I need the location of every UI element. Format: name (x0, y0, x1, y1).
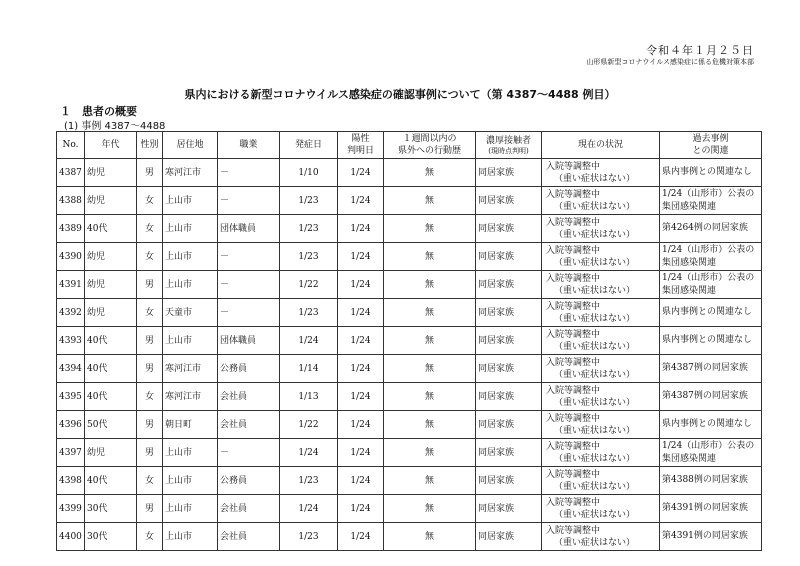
cell-prev-relation: 県内事例との関連なし (660, 299, 762, 327)
issuing-organization: 山形県新型コロナウイルス感染症に係る危機対策本部 (586, 58, 754, 66)
cell-job: 公務員 (218, 467, 280, 495)
cell-age: 幼児 (85, 271, 137, 299)
cell-no: 4389 (57, 215, 85, 243)
cell-age: 40代 (85, 327, 137, 355)
status-line2: （重い症状はない） (554, 341, 636, 352)
cell-onset: 1/22 (280, 411, 338, 439)
status-line1: 入院等調整中 (546, 469, 601, 480)
cell-onset: 1/22 (280, 271, 338, 299)
status-line2: （重い症状はない） (554, 397, 636, 408)
col-header-prev-line2: との関連 (692, 146, 729, 156)
cell-travel: 無 (384, 411, 476, 439)
cell-positive-date: 1/24 (338, 467, 384, 495)
cell-age: 40代 (85, 355, 137, 383)
cell-sex: 女 (137, 523, 163, 551)
col-header-travel (384, 132, 476, 159)
col-header-contact (476, 132, 542, 159)
table-row (57, 411, 762, 439)
section-heading: １ 患者の概要 (60, 105, 137, 118)
status-line1: 入院等調整中 (546, 217, 601, 228)
cell-prev-relation: 第4388例の同居家族 (660, 467, 762, 495)
cell-positive-date: 1/24 (338, 271, 384, 299)
cell-residence: 天童市 (163, 299, 218, 327)
cell-age: 30代 (85, 495, 137, 523)
cell-age: 30代 (85, 523, 137, 551)
col-header-no: No. (57, 132, 85, 159)
cell-age: 幼児 (85, 159, 137, 187)
cell-onset: 1/24 (280, 327, 338, 355)
cell-sex: 女 (137, 215, 163, 243)
cell-onset: 1/24 (280, 439, 338, 467)
cell-no: 4395 (57, 383, 85, 411)
cell-travel: 無 (384, 355, 476, 383)
cell-prev-relation: 第4387例の同居家族 (660, 355, 762, 383)
cell-onset: 1/14 (280, 355, 338, 383)
cell-positive-date: 1/24 (338, 215, 384, 243)
cell-residence: 寒河江市 (163, 355, 218, 383)
status-line2: （重い症状はない） (554, 369, 636, 380)
cell-age: 幼児 (85, 439, 137, 467)
col-header-status: 現在の状況 (542, 132, 660, 159)
status-line2: （重い症状はない） (554, 201, 636, 212)
cell-prev-relation: 1/24（山形市）公表の集団感染関連 (660, 271, 762, 299)
table-row (57, 215, 762, 243)
status-line2: （重い症状はない） (554, 481, 636, 492)
cell-positive-date: 1/24 (338, 243, 384, 271)
cell-status (542, 411, 660, 439)
cell-sex: 男 (137, 271, 163, 299)
cell-residence: 上山市 (163, 467, 218, 495)
table-row (57, 467, 762, 495)
cell-onset: 1/24 (280, 495, 338, 523)
status-line1: 入院等調整中 (546, 273, 601, 284)
cell-contact: 同居家族 (476, 187, 542, 215)
cell-no: 4392 (57, 299, 85, 327)
col-header-travel-line1: １週間以内の (402, 134, 457, 144)
cell-job: 団体職員 (218, 215, 280, 243)
cell-residence: 上山市 (163, 271, 218, 299)
cell-travel: 無 (384, 439, 476, 467)
status-line2: （重い症状はない） (554, 285, 636, 296)
status-line2: （重い症状はない） (554, 313, 636, 324)
table-row (57, 327, 762, 355)
cell-onset: 1/23 (280, 299, 338, 327)
cell-age: 40代 (85, 467, 137, 495)
table-header-row (57, 132, 762, 159)
cell-job: － (218, 159, 280, 187)
cell-contact: 同居家族 (476, 271, 542, 299)
cell-status (542, 467, 660, 495)
cell-positive-date: 1/24 (338, 523, 384, 551)
cell-status (542, 523, 660, 551)
cell-contact: 同居家族 (476, 467, 542, 495)
cell-positive-date: 1/24 (338, 411, 384, 439)
cell-status (542, 495, 660, 523)
status-line1: 入院等調整中 (546, 301, 601, 312)
case-table (56, 131, 762, 551)
col-header-contact-line2: (現時点判明) (488, 146, 529, 155)
cell-prev-relation: 第4264例の同居家族 (660, 215, 762, 243)
cell-positive-date: 1/24 (338, 439, 384, 467)
cell-prev-relation: 1/24（山形市）公表の集団感染関連 (660, 439, 762, 467)
status-line1: 入院等調整中 (546, 245, 601, 256)
cell-age: 幼児 (85, 243, 137, 271)
status-line1: 入院等調整中 (546, 329, 601, 340)
cell-prev-relation: 県内事例との関連なし (660, 159, 762, 187)
cell-travel: 無 (384, 215, 476, 243)
cell-travel: 無 (384, 299, 476, 327)
cell-sex: 女 (137, 467, 163, 495)
cell-sex: 男 (137, 495, 163, 523)
cell-no: 4394 (57, 355, 85, 383)
cell-onset: 1/10 (280, 159, 338, 187)
cell-contact: 同居家族 (476, 411, 542, 439)
cell-status (542, 271, 660, 299)
status-line1: 入院等調整中 (546, 189, 601, 200)
col-header-age: 年代 (85, 132, 137, 159)
col-header-prev-line1: 過去事例 (692, 134, 729, 144)
cell-contact: 同居家族 (476, 383, 542, 411)
status-line2: （重い症状はない） (554, 173, 636, 184)
cell-prev-relation: 県内事例との関連なし (660, 327, 762, 355)
cell-sex: 男 (137, 411, 163, 439)
status-line1: 入院等調整中 (546, 441, 601, 452)
cell-age: 幼児 (85, 299, 137, 327)
cell-job: 会社員 (218, 411, 280, 439)
cell-job: 公務員 (218, 355, 280, 383)
cell-travel: 無 (384, 383, 476, 411)
cell-status (542, 243, 660, 271)
cell-onset: 1/23 (280, 215, 338, 243)
cell-residence: 上山市 (163, 215, 218, 243)
cell-sex: 女 (137, 243, 163, 271)
cell-sex: 女 (137, 187, 163, 215)
cell-no: 4399 (57, 495, 85, 523)
cell-no: 4398 (57, 467, 85, 495)
cell-positive-date: 1/24 (338, 327, 384, 355)
cell-sex: 男 (137, 355, 163, 383)
document-date: 令和４年１月２５日 (646, 44, 754, 57)
cell-prev-relation: 第4391例の同居家族 (660, 523, 762, 551)
cell-residence: 上山市 (163, 495, 218, 523)
col-header-travel-line2: 県外への行動歴 (397, 146, 461, 156)
table-row (57, 299, 762, 327)
cell-no: 4397 (57, 439, 85, 467)
cell-sex: 女 (137, 383, 163, 411)
status-line1: 入院等調整中 (546, 525, 601, 536)
cell-residence: 上山市 (163, 439, 218, 467)
cell-prev-relation: 1/24（山形市）公表の集団感染関連 (660, 243, 762, 271)
cell-status (542, 383, 660, 411)
cell-onset: 1/23 (280, 243, 338, 271)
col-header-prev (660, 132, 762, 159)
cell-status (542, 355, 660, 383)
cell-contact: 同居家族 (476, 355, 542, 383)
table-row (57, 243, 762, 271)
cell-job: 会社員 (218, 523, 280, 551)
col-header-residence: 居住地 (163, 132, 218, 159)
cell-job: － (218, 439, 280, 467)
cell-contact: 同居家族 (476, 523, 542, 551)
cell-no: 4393 (57, 327, 85, 355)
cell-no: 4391 (57, 271, 85, 299)
cell-sex: 女 (137, 299, 163, 327)
cell-no: 4387 (57, 159, 85, 187)
cell-onset: 1/23 (280, 523, 338, 551)
table-row (57, 495, 762, 523)
cell-status (542, 187, 660, 215)
cell-no: 4396 (57, 411, 85, 439)
cell-sex: 男 (137, 439, 163, 467)
cell-residence: 上山市 (163, 523, 218, 551)
cell-no: 4400 (57, 523, 85, 551)
cell-travel: 無 (384, 187, 476, 215)
cell-onset: 1/23 (280, 187, 338, 215)
table-row (57, 187, 762, 215)
cell-job: 会社員 (218, 495, 280, 523)
table-row (57, 271, 762, 299)
table-row (57, 159, 762, 187)
document-title: 県内における新型コロナウイルス感染症の確認事例について（第 4387～4488 例目） (184, 88, 616, 101)
cell-status (542, 215, 660, 243)
cell-travel: 無 (384, 495, 476, 523)
cell-status (542, 327, 660, 355)
cell-contact: 同居家族 (476, 327, 542, 355)
cell-status (542, 439, 660, 467)
cell-contact: 同居家族 (476, 159, 542, 187)
cell-age: 40代 (85, 383, 137, 411)
cell-residence: 寒河江市 (163, 383, 218, 411)
cell-age: 40代 (85, 215, 137, 243)
cell-travel: 無 (384, 243, 476, 271)
cell-job: － (218, 243, 280, 271)
cell-age: 50代 (85, 411, 137, 439)
cell-onset: 1/13 (280, 383, 338, 411)
cell-positive-date: 1/24 (338, 355, 384, 383)
cell-sex: 男 (137, 327, 163, 355)
cell-prev-relation: 1/24（山形市）公表の集団感染関連 (660, 187, 762, 215)
cell-contact: 同居家族 (476, 495, 542, 523)
cell-contact: 同居家族 (476, 215, 542, 243)
subsection-heading: (1) 事例 4387～4488 (64, 121, 166, 132)
cell-travel: 無 (384, 523, 476, 551)
col-header-positive (338, 132, 384, 159)
status-line1: 入院等調整中 (546, 413, 601, 424)
cell-job: － (218, 187, 280, 215)
cell-job: － (218, 299, 280, 327)
status-line1: 入院等調整中 (546, 385, 601, 396)
status-line2: （重い症状はない） (554, 257, 636, 268)
cell-residence: 上山市 (163, 327, 218, 355)
cell-status (542, 159, 660, 187)
cell-travel: 無 (384, 327, 476, 355)
cell-contact: 同居家族 (476, 243, 542, 271)
cell-positive-date: 1/24 (338, 187, 384, 215)
cell-positive-date: 1/24 (338, 495, 384, 523)
status-line1: 入院等調整中 (546, 357, 601, 368)
cell-positive-date: 1/24 (338, 383, 384, 411)
cell-travel: 無 (384, 467, 476, 495)
cell-prev-relation: 第4387例の同居家族 (660, 383, 762, 411)
status-line2: （重い症状はない） (554, 537, 636, 548)
cell-contact: 同居家族 (476, 439, 542, 467)
table-row (57, 355, 762, 383)
cell-sex: 男 (137, 159, 163, 187)
table-row (57, 439, 762, 467)
cell-no: 4390 (57, 243, 85, 271)
status-line2: （重い症状はない） (554, 453, 636, 464)
cell-job: － (218, 271, 280, 299)
cell-status (542, 299, 660, 327)
col-header-positive-line1: 陽性 (351, 134, 370, 144)
cell-residence: 上山市 (163, 187, 218, 215)
cell-travel: 無 (384, 159, 476, 187)
status-line2: （重い症状はない） (554, 229, 636, 240)
col-header-onset: 発症日 (280, 132, 338, 159)
cell-residence: 上山市 (163, 243, 218, 271)
cell-residence: 寒河江市 (163, 159, 218, 187)
col-header-contact-line1: 濃厚接触者 (485, 135, 531, 146)
cell-no: 4388 (57, 187, 85, 215)
status-line2: （重い症状はない） (554, 425, 636, 436)
table-row (57, 383, 762, 411)
cell-job: 団体職員 (218, 327, 280, 355)
cell-travel: 無 (384, 271, 476, 299)
cell-prev-relation: 県内事例との関連なし (660, 411, 762, 439)
cell-contact: 同居家族 (476, 299, 542, 327)
status-line1: 入院等調整中 (546, 497, 601, 508)
cell-residence: 朝日町 (163, 411, 218, 439)
col-header-sex: 性別 (137, 132, 163, 159)
cell-positive-date: 1/24 (338, 299, 384, 327)
cell-onset: 1/23 (280, 467, 338, 495)
col-header-job: 職業 (218, 132, 280, 159)
cell-prev-relation: 第4391例の同居家族 (660, 495, 762, 523)
status-line1: 入院等調整中 (546, 161, 601, 172)
cell-job: 会社員 (218, 383, 280, 411)
cell-positive-date: 1/24 (338, 159, 384, 187)
cell-age: 幼児 (85, 187, 137, 215)
table-row (57, 523, 762, 551)
col-header-positive-line2: 判明日 (346, 146, 374, 156)
status-line2: （重い症状はない） (554, 509, 636, 520)
